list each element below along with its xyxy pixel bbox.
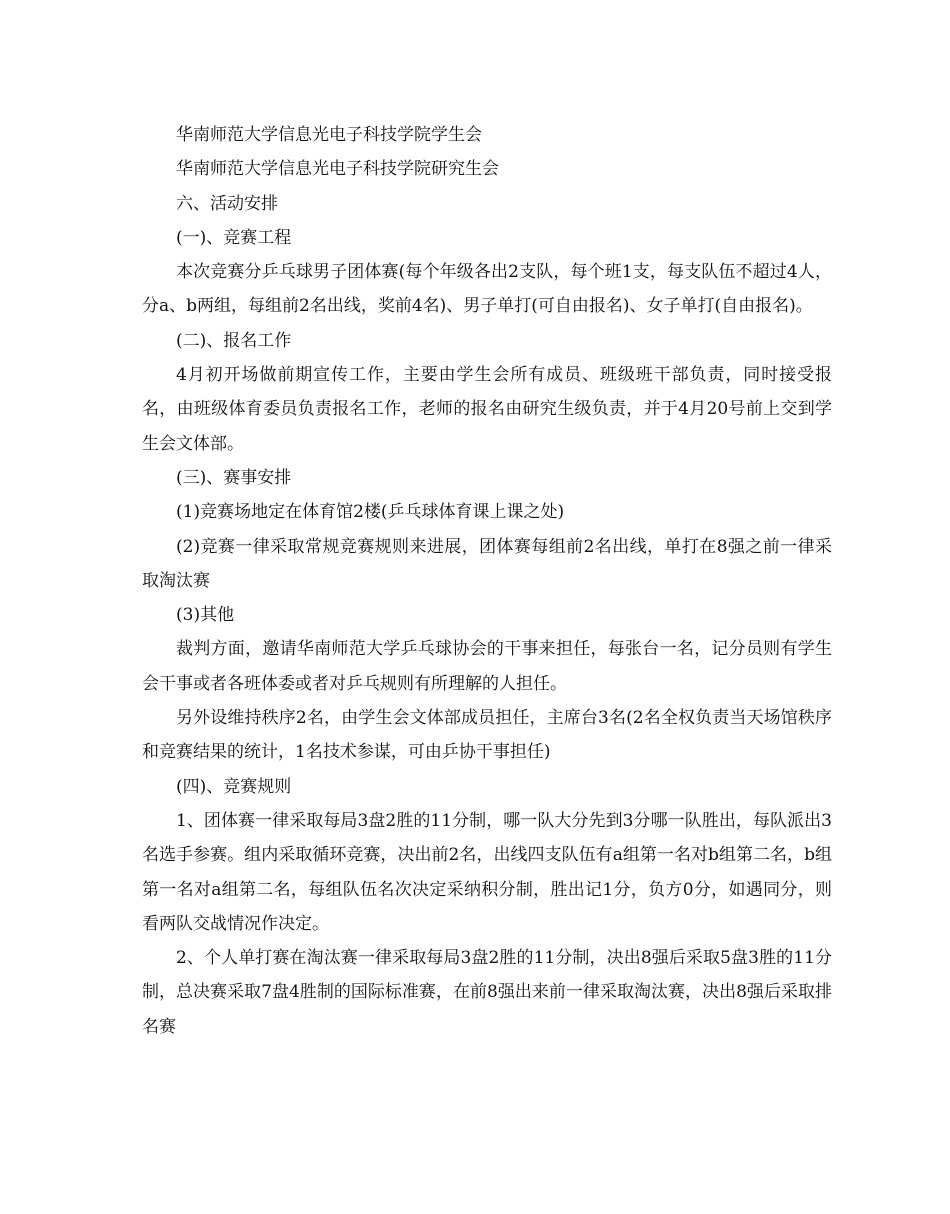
paragraph-registration: 4月初开场做前期宣传工作，主要由学生会所有成员、班级班干部负责，同时接受报名，由班级体育委员负责报名工作，老师的报名由研究生级负责，并于4月20号前上交到学生会文体部。 bbox=[142, 365, 832, 454]
section-heading-activity-arrangement: 六、活动安排 bbox=[176, 193, 278, 214]
paragraph-other: (3)其他 bbox=[176, 605, 235, 626]
subsection-heading-registration: (二)、报名工作 bbox=[176, 330, 292, 351]
org-line-student-union: 华南师范大学信息光电子科技学院学生会 bbox=[176, 125, 482, 145]
subsection-heading-competition-rules: (四)、竞赛规则 bbox=[176, 776, 292, 797]
paragraph-venue: (1)竞赛场地定在体育馆2楼(乒乓球体育课上课之处) bbox=[176, 502, 565, 523]
org-line-graduate-union: 华南师范大学信息光电子科技学院研究生会 bbox=[176, 159, 499, 180]
document-body bbox=[142, 118, 832, 1044]
paragraph-singles-rules: 2、个人单打赛在淘汰赛一律采取每局3盘2胜的11分制，决出8强后采取5盘3胜的11分制，总决赛采取7盘4胜制的国际标准赛，在前8强出来前一律采取淘汰赛，决出8强后采取排名赛 bbox=[142, 948, 832, 1037]
paragraph-rules-general: (2)竞赛一律采取常规竞赛规则来进展，团体赛每组前2名出线，单打在8强之前一律采取淘汰赛 bbox=[142, 536, 832, 591]
paragraph-staff: 另外设维持秩序2名，由学生会文体部成员担任，主席台3名(2名全权负责当天场馆秩序和竞赛结果的统计，1名技术参谋，可由乒协干事担任) bbox=[142, 708, 832, 763]
subsection-heading-competition-items: (一)、竞赛工程 bbox=[176, 227, 292, 248]
paragraph-competition-items: 本次竞赛分乒乓球男子团体赛(每个年级各出2支队，每个班1支，每支队伍不超过4人，分a、b两组，每组前2名出线，奖前4名)、男子单打(可自由报名)、女子单打(自由报名)。 bbox=[142, 262, 832, 317]
subsection-heading-schedule: (三)、赛事安排 bbox=[176, 467, 292, 488]
paragraph-team-rules: 1、团体赛一律采取每局3盘2胜的11分制，哪一队大分先到3分哪一队胜出，每队派出3名选手参赛。组内采取循环竞赛，决出前2名，出线四支队伍有a组第一名对b组第二名，b组第一名对a组第二名，每组队伍名次决定采纳积分制，胜出记1分，负方0分，如遇同分，则看两队交战情况作决定。 bbox=[142, 810, 832, 934]
paragraph-referees: 裁判方面，邀请华南师范大学乒乓球协会的干事来担任，每张台一名，记分员则有学生会干事或者各班体委或者对乒乓规则有所理解的人担任。 bbox=[142, 639, 832, 694]
